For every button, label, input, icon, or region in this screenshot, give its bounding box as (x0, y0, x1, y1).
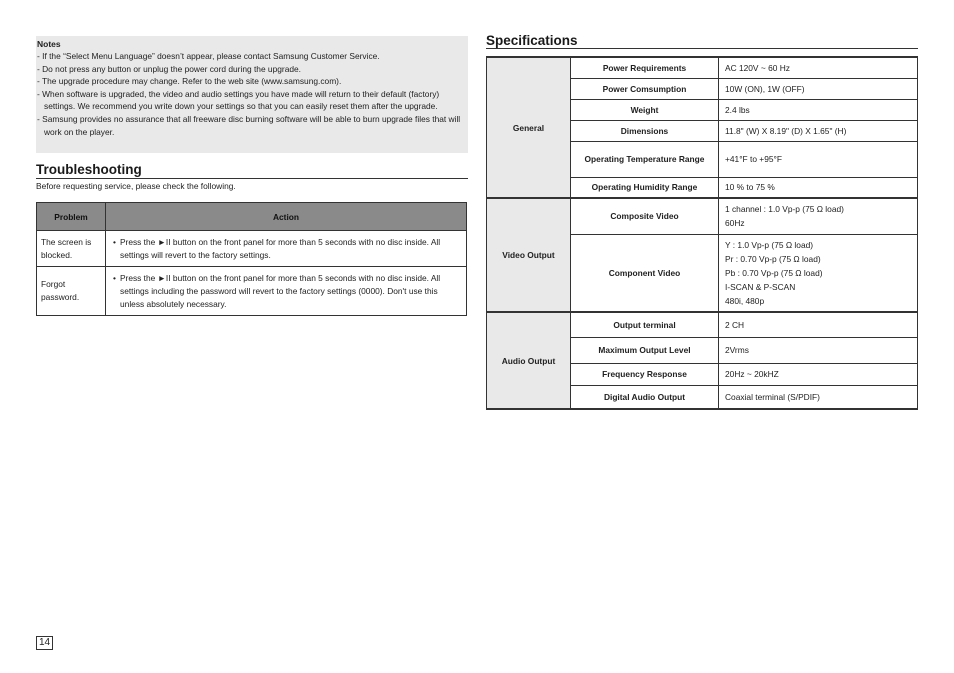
table-row (37, 267, 467, 316)
spec-value: 10 % to 75 % (719, 177, 918, 198)
problem-cell: Forgot password. (37, 267, 106, 316)
notes-box (36, 36, 468, 153)
spec-value-line: 480i, 480p (725, 295, 765, 306)
spec-group-general: General (487, 57, 571, 198)
problem-cell: The screen is blocked. (37, 231, 106, 267)
table-row (37, 231, 467, 267)
troubleshooting-intro: Before requesting service, please check the following. (36, 181, 236, 191)
notes-list (37, 50, 464, 138)
spec-value: 2 CH (719, 312, 918, 337)
specifications-table (486, 56, 918, 410)
spec-value-line: 60Hz (725, 218, 745, 229)
spec-value-line: Y : 1.0 Vp-p (75 Ω load) (725, 239, 814, 250)
spec-value-line: Pr : 0.70 Vp-p (75 Ω load) (725, 253, 821, 264)
action-text: • Press the ►II button on the front panel for more than 5 seconds with no disc inside. All settings will revert to the factory settings. (110, 236, 462, 262)
spec-item: Power Requirements (571, 57, 719, 78)
spec-group-audio-output: Audio Output (487, 312, 571, 409)
note-item: - When software is upgraded, the video and audio settings you have made will return to their default (factory) settings. We recommend you write down your settings so that you can easily reset them after the upgrade. (37, 88, 464, 113)
spec-value: 11.8" (W) X 8.19" (D) X 1.65" (H) (719, 120, 918, 141)
spec-value: 20Hz ~ 20kHZ (719, 363, 918, 385)
note-item: - Samsung provides no assurance that all freeware disc burning software will be able to burn upgrade files that will work on the player. (37, 113, 464, 138)
spec-group-video-output: Video Output (487, 198, 571, 312)
spec-item: Maximum Output Level (571, 337, 719, 363)
page-number: 14 (36, 636, 53, 650)
action-cell (106, 267, 467, 316)
spec-value-line: 1 channel : 1.0 Vp-p (75 Ω load) (725, 204, 844, 215)
spec-item: Component Video (571, 234, 719, 312)
action-text: • Press the ►II button on the front panel for more than 5 seconds with no disc inside. All settings including the password will revert to the factory settings (0000). Don't use this unless absolutely necessary. (110, 272, 462, 311)
spec-item: Operating Temperature Range (571, 141, 719, 177)
action-cell (106, 231, 467, 267)
notes-title: Notes (37, 39, 61, 49)
spec-item: Composite Video (571, 198, 719, 234)
note-item: - Do not press any button or unplug the power cord during the upgrade. (37, 63, 464, 76)
note-item: - The upgrade procedure may change. Refer to the web site (www.samsung.com). (37, 75, 464, 88)
problem-header: Problem (37, 203, 106, 231)
table-row (487, 312, 918, 337)
troubleshooting-table (36, 202, 467, 316)
table-row (487, 57, 918, 78)
spec-item: Power Comsumption (571, 78, 719, 99)
table-row (487, 198, 918, 234)
spec-item: Dimensions (571, 120, 719, 141)
spec-item: Operating Humidity Range (571, 177, 719, 198)
spec-value (719, 198, 918, 234)
spec-value (719, 234, 918, 312)
spec-value: 10W (ON), 1W (OFF) (719, 78, 918, 99)
spec-value: 2Vrms (719, 337, 918, 363)
action-header: Action (106, 203, 467, 231)
spec-value-line: Pb : 0.70 Vp-p (75 Ω load) (725, 267, 823, 278)
spec-item: Output terminal (571, 312, 719, 337)
spec-value: Coaxial terminal (S/PDIF) (719, 385, 918, 409)
spec-value: AC 120V ~ 60 Hz (719, 57, 918, 78)
spec-value-line: I-SCAN & P-SCAN (725, 281, 796, 292)
spec-item: Frequency Response (571, 363, 719, 385)
troubleshooting-heading: Troubleshooting (36, 161, 468, 179)
spec-value: 2.4 lbs (719, 99, 918, 120)
spec-item: Weight (571, 99, 719, 120)
note-item: - If the “Select Menu Language” doesn’t appear, please contact Samsung Customer Service. (37, 50, 464, 63)
specifications-heading: Specifications (486, 33, 918, 49)
spec-item: Digital Audio Output (571, 385, 719, 409)
spec-value: +41°F to +95°F (719, 141, 918, 177)
